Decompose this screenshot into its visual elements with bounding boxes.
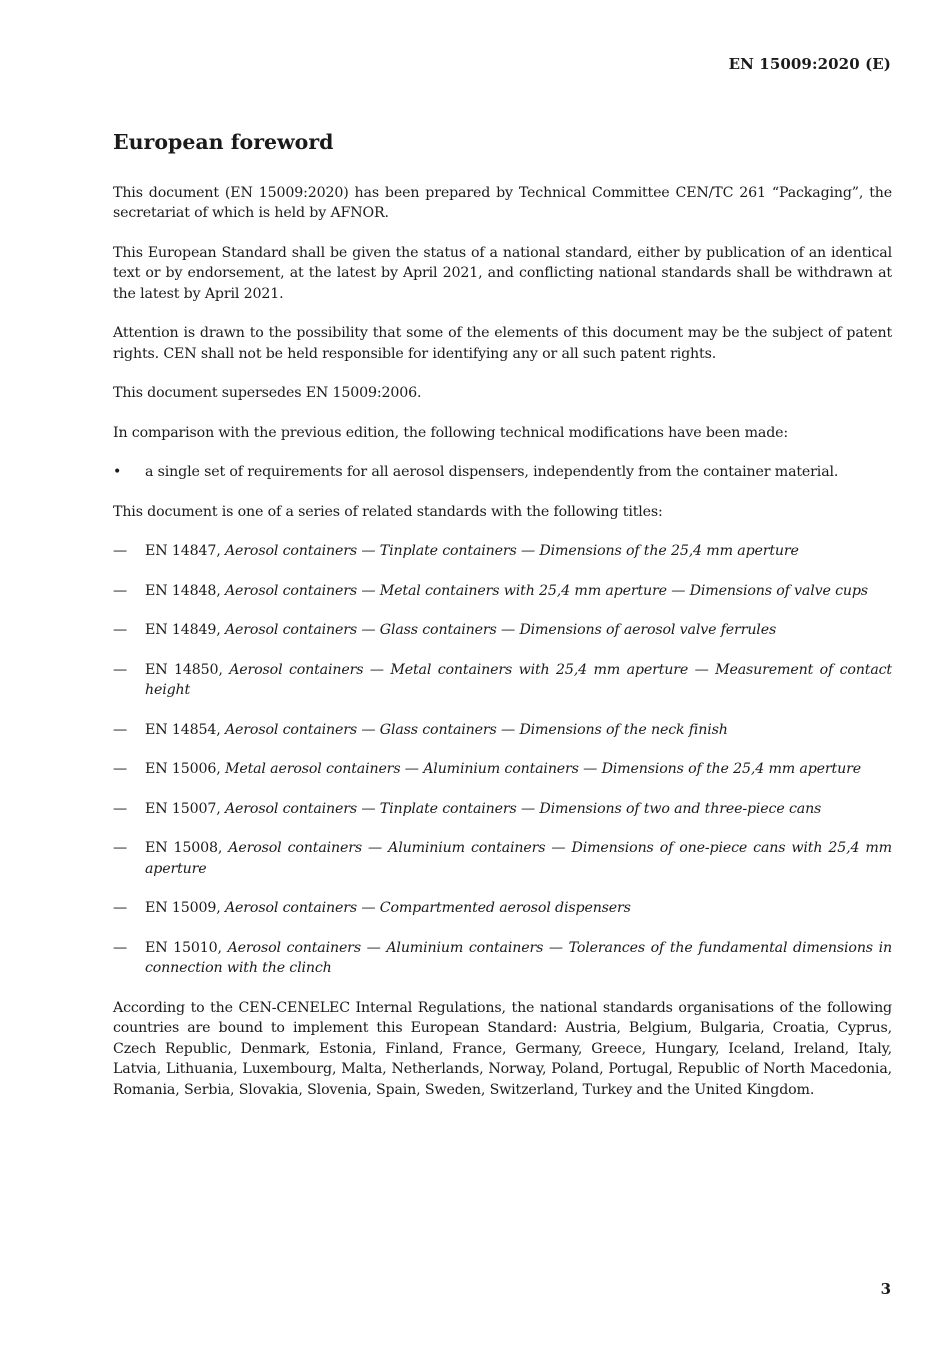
paragraph-modifications-intro: In comparison with the previous edition, the following technical modifications have been made:: [113, 424, 789, 441]
related-standard-item: [113, 938, 892, 979]
paragraph-status: This European Standard shall be given the status of a national standard, either by publication of an identical text or by endorsement, at the latest by April 2021, and conflicting national standards shall be withdrawn at the latest by April 2021.: [113, 244, 892, 302]
standard-number: EN 14848,: [145, 582, 221, 599]
related-standard-item: [113, 838, 892, 879]
paragraph-patent-rights: Attention is drawn to the possibility that some of the elements of this document may be the subject of patent rights. CEN shall not be held responsible for identifying any or all such patent rights.: [113, 325, 892, 362]
dash-marker: —: [113, 582, 128, 599]
standard-number: EN 15009,: [145, 900, 221, 917]
page-content: [113, 130, 892, 1119]
page-title: European foreword: [113, 130, 334, 154]
related-standard-item: [113, 581, 892, 602]
related-standard-item: [113, 660, 892, 701]
standard-number: EN 15010,: [145, 939, 222, 956]
dash-marker: —: [113, 900, 128, 917]
related-standard-item: [113, 898, 892, 919]
standard-title: Aerosol containers — Metal containers with 25,4 mm aperture — Dimensions of valve cups: [224, 582, 868, 599]
modification-list-item: [113, 462, 892, 483]
standard-title: Aerosol containers — Aluminium containers — Tolerances of the fundamental dimensions in connection with the clinch: [145, 939, 892, 977]
standard-number: EN 14850,: [145, 661, 223, 678]
paragraph-series-intro: This document is one of a series of related standards with the following titles:: [113, 503, 663, 520]
bullet-marker: •: [113, 464, 122, 481]
standard-title: Aerosol containers — Tinplate containers — Dimensions of the 25,4 mm aperture: [224, 543, 799, 560]
modification-text: a single set of requirements for all aerosol dispensers, independently from the container material.: [145, 464, 839, 481]
related-standard-item: [113, 759, 892, 780]
dash-marker: —: [113, 840, 128, 857]
page-number: 3: [880, 1280, 891, 1298]
dash-marker: —: [113, 543, 128, 560]
paragraph-supersedes: This document supersedes EN 15009:2006.: [113, 385, 422, 402]
document-id-header: EN 15009:2020 (E): [728, 55, 891, 73]
standard-title: Aerosol containers — Aluminium containers — Dimensions of one-piece cans with 25,4 mm aperture: [145, 840, 892, 877]
standard-title: Aerosol containers — Glass containers — Dimensions of the neck finish: [224, 721, 728, 738]
dash-marker: —: [113, 761, 128, 778]
paragraph-preparation: This document (EN 15009:2020) has been prepared by Technical Committee CEN/TC 261 “Packaging”, the secretariat of which is held by AFNOR.: [113, 184, 892, 222]
dash-marker: —: [113, 622, 128, 639]
related-standard-item: [113, 720, 892, 741]
standard-title: Aerosol containers — Glass containers — Dimensions of aerosol valve ferrules: [224, 622, 777, 639]
related-standard-item: [113, 620, 892, 641]
dash-marker: —: [113, 800, 128, 817]
paragraph-implementing-countries: According to the CEN-CENELEC Internal Regulations, the national standards organisations of the following countries are bound to implement this European Standard: Austria, Belgium, Bulgaria, Croatia, Cyprus, Czech Republic, Denmark, Estonia, Finland, France, Germany, Greece, Hungary, Iceland, Ireland, Italy, Latvia, Lithuania, Luxembourg, Malta, Netherlands, Norway, Poland, Portugal, Republic of North Macedonia, Romania, Serbia, Slovakia, Slovenia, Spain, Sweden, Switzerland, Turkey and the United Kingdom.: [113, 999, 892, 1098]
related-standard-item: [113, 799, 892, 820]
dash-marker: —: [113, 721, 128, 738]
standard-number: EN 14849,: [145, 622, 221, 639]
standard-number: EN 15008,: [145, 840, 223, 857]
standard-title: Aerosol containers — Metal containers with 25,4 mm aperture — Measurement of contact height: [145, 661, 892, 699]
standard-title: Aerosol containers — Tinplate containers — Dimensions of two and three-piece cans: [224, 800, 822, 817]
standard-title: Aerosol containers — Compartmented aerosol dispensers: [224, 900, 631, 917]
dash-marker: —: [113, 939, 128, 956]
standard-number: EN 15006,: [145, 761, 221, 778]
standard-title: Metal aerosol containers — Aluminium containers — Dimensions of the 25,4 mm aperture: [224, 761, 861, 778]
standard-number: EN 15007,: [145, 800, 221, 817]
dash-marker: —: [113, 661, 128, 678]
standard-number: EN 14847,: [145, 543, 221, 560]
related-standard-item: [113, 541, 892, 562]
standard-number: EN 14854,: [145, 721, 221, 738]
